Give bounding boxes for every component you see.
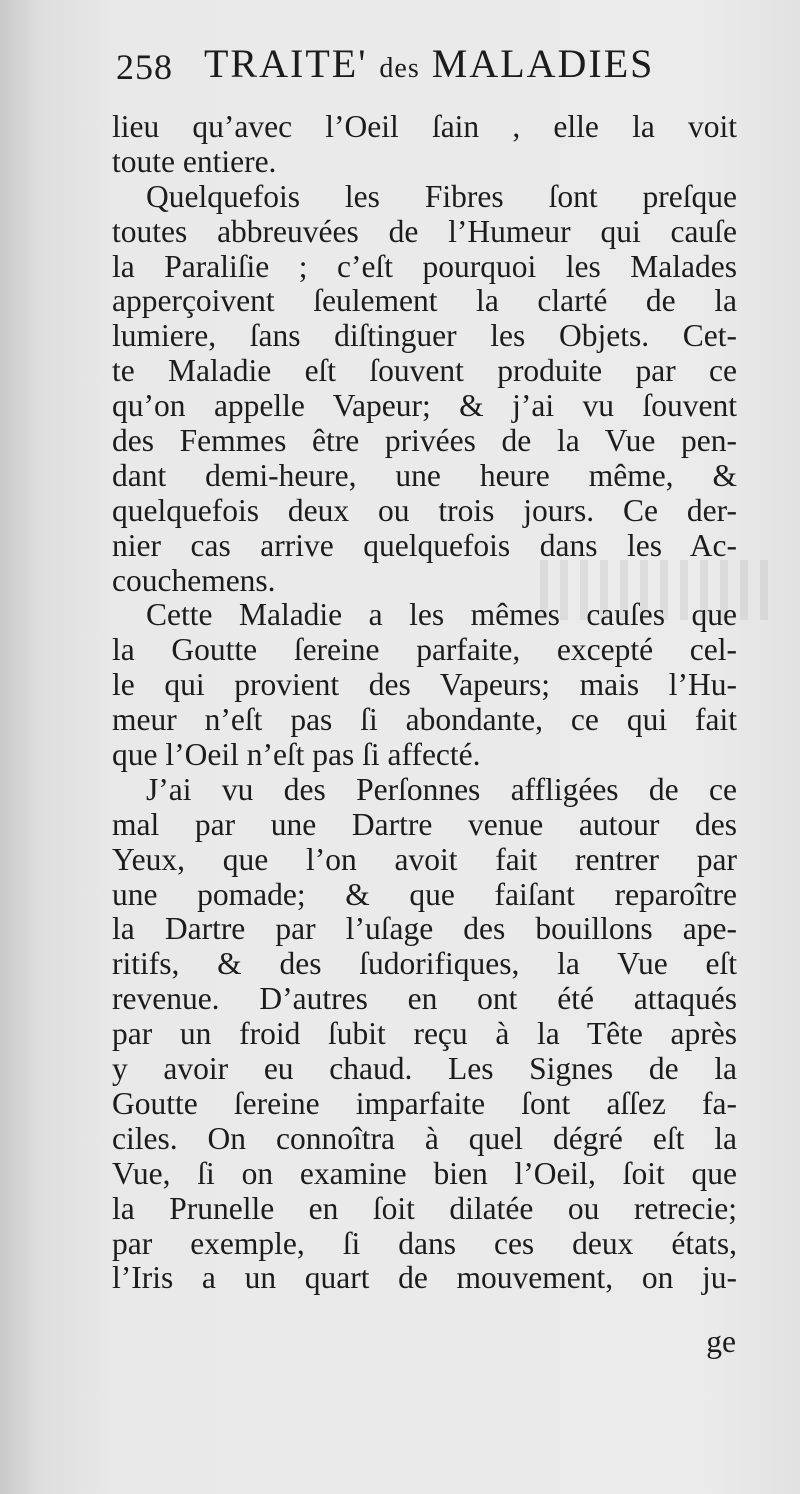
text-line-paragraph-start: J’ai vu des Perſonnes affligées de ce: [146, 771, 737, 807]
running-title-part-2: MALADIES: [431, 41, 655, 86]
text-line: Goutte ſereine imparfaite ſont aſſez fa-: [112, 1085, 737, 1121]
text-line: toute entiere.: [112, 143, 277, 179]
text-line: quelquefois deux ou trois jours. Ce der-: [112, 492, 737, 528]
text-line: des Femmes être privées de la Vue pen-: [112, 423, 737, 459]
text-line: par exemple, ſi dans ces deux états,: [112, 1225, 737, 1261]
text-line: l’Iris a un quart de mouvement, on ju-: [112, 1260, 737, 1296]
text-line: que l’Oeil n’eſt pas ſi affecté.: [112, 737, 481, 773]
running-head: [116, 40, 706, 92]
running-title-part-1: TRAITE': [204, 41, 368, 86]
text-line: toutes abbreuvées de l’Humeur qui cauſe: [112, 213, 737, 249]
text-line: y avoir eu chaud. Les Signes de la: [112, 1051, 737, 1087]
running-title: [204, 40, 654, 87]
text-line: revenue. D’autres en ont été attaqués: [112, 981, 737, 1017]
text-line: une pomade; & que faiſant reparoître: [112, 876, 737, 912]
text-line-paragraph-start: Quelquefois les Fibres ſont preſque: [146, 178, 737, 214]
text-line: qu’on appelle Vapeur; & j’ai vu ſouvent: [112, 388, 737, 424]
text-line: ciles. On connoîtra à quel dégré eſt la: [112, 1120, 737, 1156]
text-line: meur n’eſt pas ſi abondante, ce qui fait: [112, 702, 737, 738]
text-line: par un froid ſubit reçu à la Tête après: [112, 1016, 737, 1052]
text-line: lieu qu’avec l’Oeil ſain , elle la voit: [112, 109, 737, 144]
text-line: nier cas arrive quelquefois dans les Ac-: [112, 527, 737, 563]
text-line: Vue, ſi on examine bien l’Oeil, ſoit que: [112, 1155, 737, 1191]
text-line: mal par une Dartre venue autour des: [112, 806, 737, 842]
catchword: ge: [706, 1324, 736, 1359]
body-text: [112, 110, 737, 1296]
text-line: ritifs, & des ſudorifiques, la Vue eſt: [112, 946, 737, 982]
text-line: la Paraliſie ; c’eſt pourquoi les Malades: [112, 248, 737, 284]
text-line: apperçoivent ſeulement la clarté de la: [112, 283, 737, 319]
page-number: 258: [116, 47, 173, 87]
text-line: la Goutte ſereine parfaite, excepté cel-: [112, 632, 737, 668]
text-line: Yeux, que l’on avoit fait rentrer par: [112, 841, 737, 877]
text-line: la Dartre par l’uſage des bouillons ape-: [112, 911, 737, 947]
text-line: couchemens.: [112, 562, 276, 598]
text-line: dant demi-heure, une heure même, &: [112, 457, 737, 493]
text-line-paragraph-start: Cette Maladie a les mêmes cauſes que: [146, 597, 737, 633]
text-line: la Prunelle en ſoit dilatée ou retrecie;: [112, 1190, 737, 1226]
text-line: lumiere, ſans diſtinguer les Objets. Cet-: [112, 318, 737, 354]
text-line: te Maladie eſt ſouvent produite par ce: [112, 353, 737, 389]
text-line: le qui provient des Vapeurs; mais l’Hu-: [112, 667, 737, 703]
running-title-small: des: [379, 53, 420, 84]
